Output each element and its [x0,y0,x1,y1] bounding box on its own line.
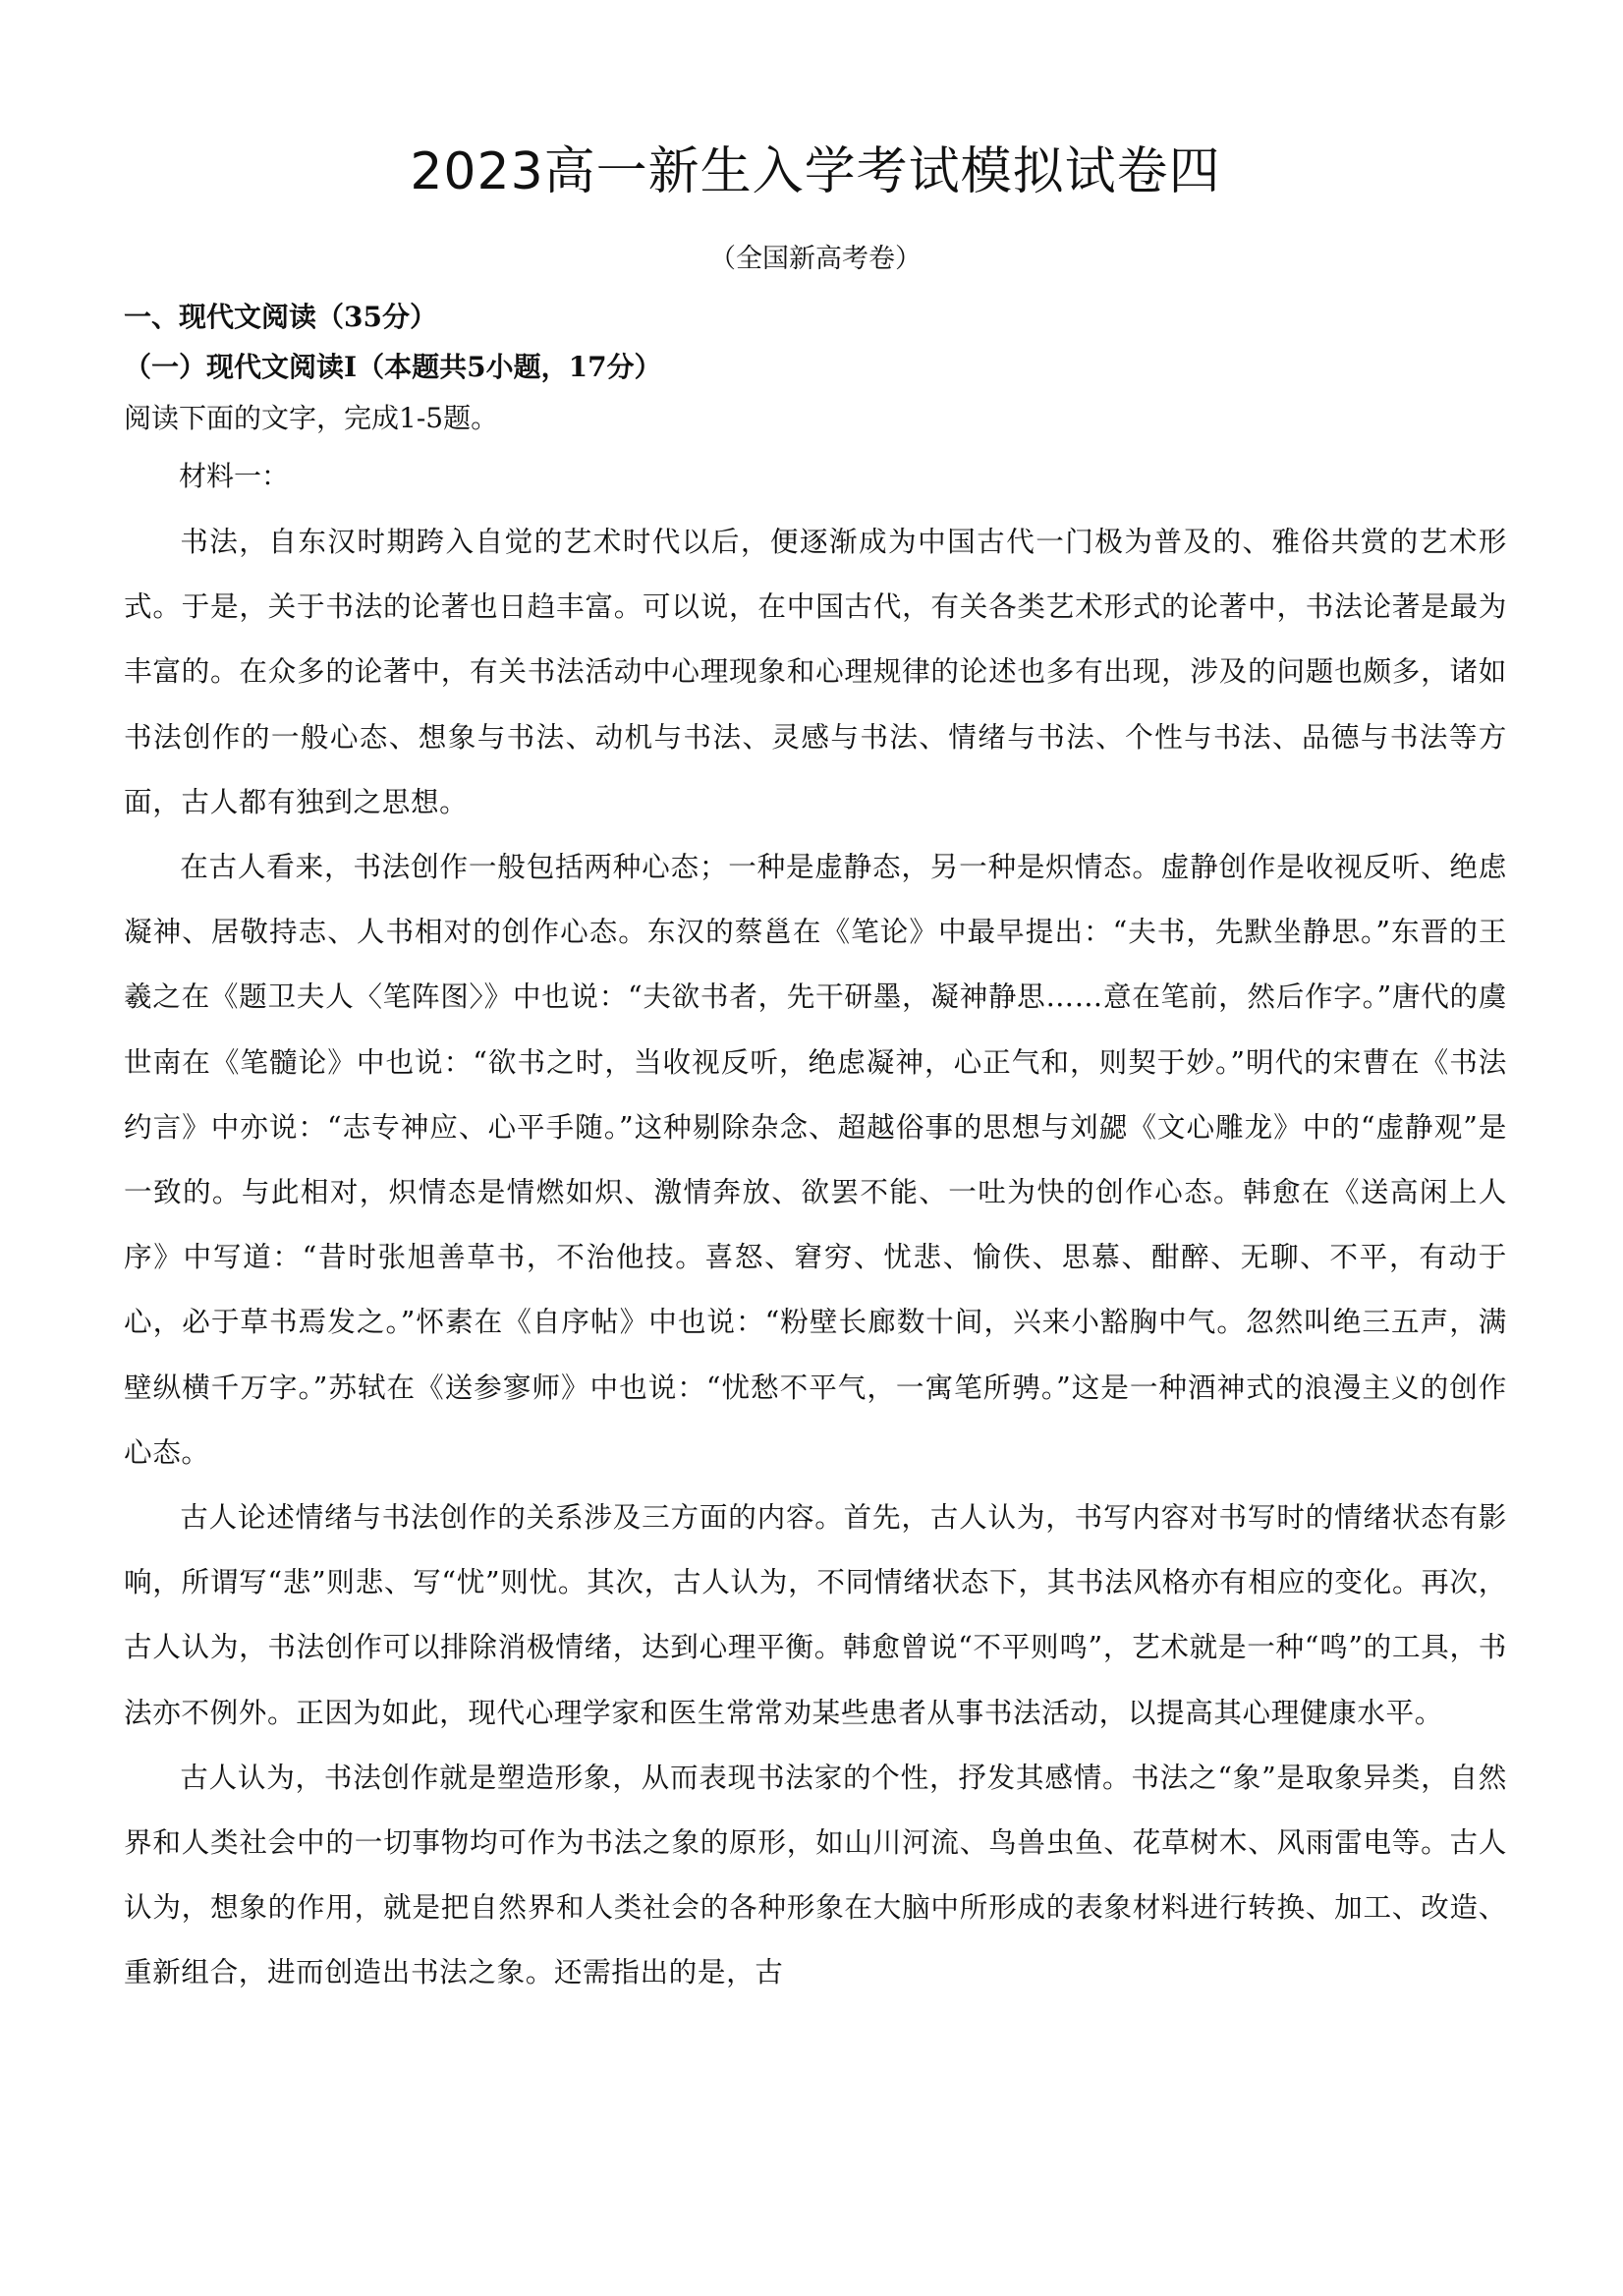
reading-instruction: 阅读下面的文字，完成1-5题。 [124,402,499,434]
exam-title: 2023高一新生入学考试模拟试卷四 [410,142,1221,201]
material-label: 材料一： [179,460,290,492]
passage-paragraph-3: 古人论述情绪与书法创作的关系涉及三方面的内容。首先，古人认为，书写内容对书写时的情绪状态有影响，所谓写“悲”则悲、写“忧”则忧。其次，古人认为，不同情绪状态下，其书法风格亦有相应的变化。再次，古人认为，书法创作可以排除消极情绪，达到心理平衡。韩愈曾说“不平则鸣”，艺术就是一种“鸣”的工具，书法亦不例外。正因为如此，现代心理学家和医生常常劝某些患者从事书法活动，以提高其心理健康水平。 [124,1500,1507,1729]
passage-paragraph-4: 古人认为，书法创作就是塑造形象，从而表现书法家的个性，抒发其感情。书法之“象”是取象异类，自然界和人类社会中的一切事物均可作为书法之象的原形，如山川河流、鸟兽虫鱼、花草树木、风雨雷电等。古人认为，想象的作用，就是把自然界和人类社会的各种形象在大脑中所形成的表象材料进行转换、加工、改造、重新组合，进而创造出书法之象。还需指出的是，古 [124,1760,1507,1989]
exam-subtitle: （全国新高考卷） [709,244,922,274]
passage-paragraph-2: 在古人看来，书法创作一般包括两种心态；一种是虚静态，另一种是炽情态。虚静创作是收视反听、绝虑凝神、居敬持志、人书相对的创作心态。东汉的蔡邕在《笔论》中最早提出：“夫书，先默坐静思。”东晋的王羲之在《题卫夫人〈笔阵图〉》中也说：“夫欲书者，先干研墨，凝神静思……意在笔前，然后作字。”唐代的虞世南在《笔髓论》中也说：“欲书之时，当收视反听，绝虑凝神，心正气和，则契于妙。”明代的宋曹在《书法约言》中亦说：“志专神应、心平手随。”这种剔除杂念、超越俗事的思想与刘勰《文心雕龙》中的“虚静观”是一致的。与此相对，炽情态是情燃如炽、激情奔放、欲罢不能、一吐为快的创作心态。韩愈在《送高闲上人序》中写道：“昔时张旭善草书，不治他技。喜怒、窘穷、忧悲、愉佚、思慕、酣醉、无聊、不平，有动于心，必于草书焉发之。”怀素在《自序帖》中也说：“粉壁长廊数十间，兴来小豁胸中气。忽然叫绝三五声，满壁纵横千万字。”苏轼在《送参寥师》中也说：“忧愁不平气，一寓笔所骋。”这是一种酒神式的浪漫主义的创作心态。 [124,850,1507,1469]
passage-paragraph-1: 书法，自东汉时期跨入自觉的艺术时代以后，便逐渐成为中国古代一门极为普及的、雅俗共赏的艺术形式。于是，关于书法的论著也日趋丰富。可以说，在中国古代，有关各类艺术形式的论著中，书法论著是最为丰富的。在众多的论著中，有关书法活动中心理现象和心理规律的论述也多有出现，涉及的问题也颇多，诸如书法创作的一般心态、想象与书法、动机与书法、灵感与书法、情绪与书法、个性与书法、品德与书法等方面，古人都有独到之思想。 [124,525,1507,818]
sub-section-heading: （一）现代文阅读Ⅰ（本题共5小题，17分） [124,351,662,383]
section-heading: 一、现代文阅读（35分） [124,301,437,333]
